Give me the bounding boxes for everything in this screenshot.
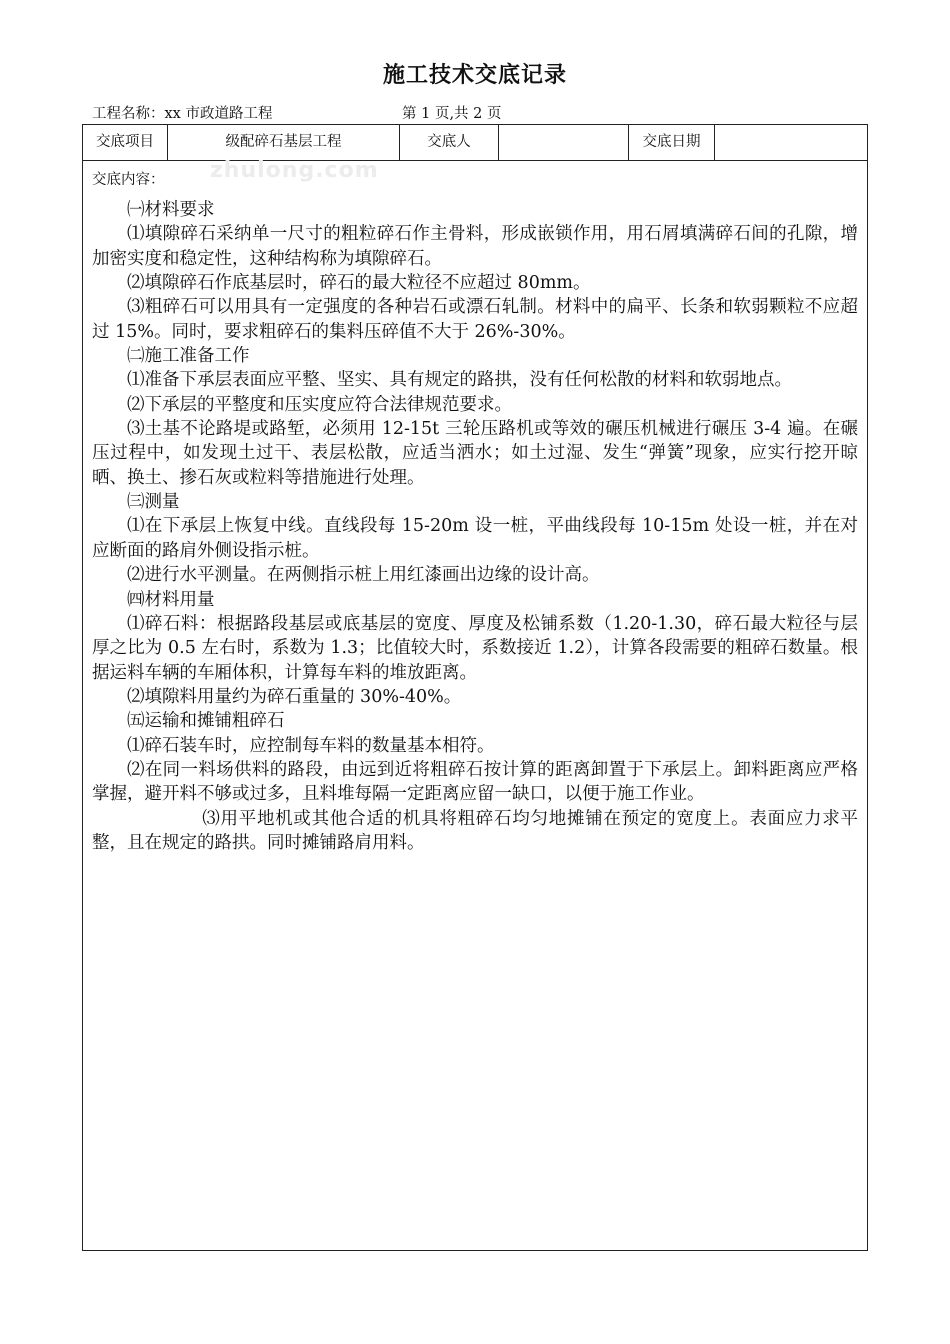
content-body [92, 198, 858, 855]
paragraph: ⑴碎石料：根据路段基层或底基层的宽度、厚度及松铺系数（1.20-1.30，碎石最大粒径与层厚之比为 0.5 左右时，系数为 1.3；比值较大时，系数接近 1.2），计算各段需要的粗碎石数量。根据运料车辆的车厢体积，计算每车料的堆放距离。 [92, 613, 858, 683]
section-heading: ㈢测量 [127, 492, 180, 513]
content-label: 交底内容： [92, 172, 165, 188]
paragraph: ⑶土基不论路堤或路堑，必须用 12-15t 三轮压路机或等效的碾压机械进行碾压 3-4 遍。在碾压过程中，如发现土过干、表层松散，应适当洒水；如土过湿、发生“弹簧”现象，应实行挖开晾晒、换土、掺石灰或粒料等措施进行处理。 [92, 419, 858, 488]
date-value [715, 125, 867, 160]
item-label: 交底项目 [83, 125, 168, 160]
paragraph: ⑵进行水平测量。在两侧指示桩上用红漆画出边缘的设计高。 [127, 565, 600, 586]
paragraph: ⑵下承层的平整度和压实度应符合法律规范要求。 [127, 394, 512, 415]
page-info: 第 1 页,共 2 页 [402, 106, 502, 122]
section-heading: ㈠材料要求 [127, 200, 215, 220]
paragraph: ⑵填隙料用量约为碎石重量的 30%-40%。 [127, 686, 462, 707]
paragraph: ⑵填隙碎石作底基层时，碎石的最大粒径不应超过 80mm。 [127, 273, 591, 294]
date-label: 交底日期 [629, 125, 715, 160]
paragraph: ⑴准备下承层表面应平整、坚实、具有规定的路拱，没有任何松散的材料和软弱地点。 [127, 370, 792, 391]
header-row [83, 125, 867, 161]
watermark: zhulong.com [210, 158, 379, 183]
section-heading: ㈤运输和摊铺粗碎石 [127, 711, 285, 732]
section-heading: ㈡施工准备工作 [127, 346, 250, 367]
project-name: 工程名称：xx 市政道路工程 [92, 106, 273, 122]
person-label: 交底人 [400, 125, 499, 160]
section-heading: ㈣材料用量 [127, 589, 215, 610]
paragraph: ⑶粗碎石可以用具有一定强度的各种岩石或漂石轧制。材料中的扁平、长条和软弱颗粒不应超过 15%。同时，要求粗碎石的集料压碎值不大于 26%-30%。 [92, 297, 858, 342]
item-value: 级配碎石基层工程 [168, 125, 400, 160]
document-title: 施工技术交底记录 [382, 62, 567, 88]
paragraph: ⑵在同一料场供料的路段，由远到近将粗碎石按计算的距离卸置于下承层上。卸料距离应严格掌握，避开料不够或过多，且料堆每隔一定距离应留一缺口，以便于施工作业。 [92, 759, 858, 805]
paragraph: ⑶用平地机或其他合适的机具将粗碎石均匀地摊铺在预定的宽度上。表面应力求平整，且在规定的路拱。同时摊铺路肩用料。 [92, 808, 858, 853]
person-value [499, 125, 629, 160]
paragraph: ⑴在下承层上恢复中线。直线段每 15-20m 设一桩，平曲线段每 10-15m 处设一桩，并在对应断面的路肩外侧设指示桩。 [92, 516, 858, 561]
paragraph: ⑴填隙碎石采纳单一尺寸的粗粒碎石作主骨料，形成嵌锁作用，用石屑填满碎石间的孔隙，增加密实度和稳定性，这种结构称为填隙碎石。 [92, 224, 858, 269]
paragraph: ⑴碎石装车时，应控制每车料的数量基本相符。 [127, 735, 495, 756]
